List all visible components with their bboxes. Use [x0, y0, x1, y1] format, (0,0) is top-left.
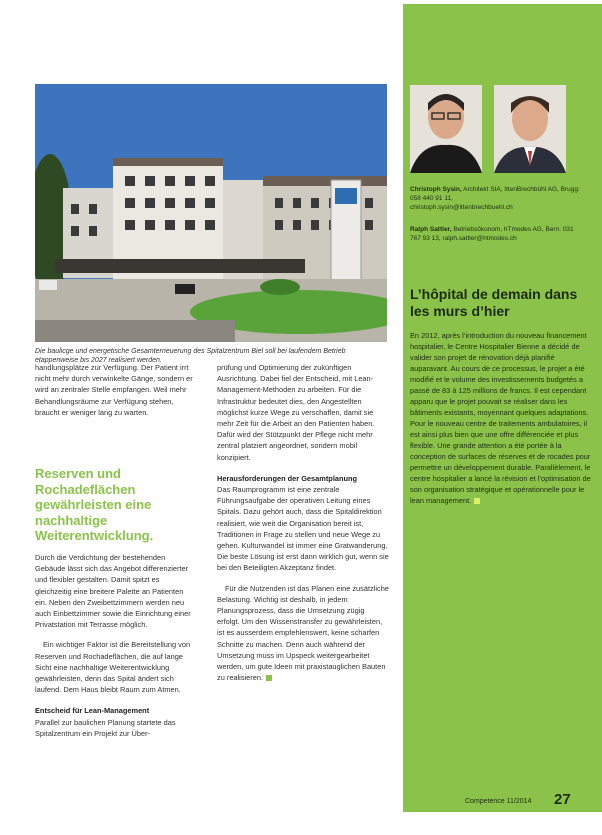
- portrait-2-illustration: [494, 85, 566, 173]
- page-number: 27: [554, 791, 571, 808]
- portrait-1-illustration: [410, 85, 482, 173]
- hospital-illustration: [35, 84, 387, 342]
- paragraph-last: [217, 583, 389, 684]
- subheading: Entscheid für Lean-Management: [35, 706, 150, 716]
- sidebar-body: En 2012, après l’introduction du nouveau financement hospitalier, le Centre Hospitalier Bienne a décidé de valider son projet de rénovation déjà planifié auparavant. Au cours de ce processus, le projet a été modifié et le volume des investissements budgetés a passé de 83 à 125 millions de francs. Il est cependant apparu que le projet pouvait se réaliser dans les bâtiments existants, moyennant quelques adaptations. Pour le nouveau centre de traitements ambulatoires, il est ainsi plus bien que une offre différenciée et plus flexible. Une grande attention a été portée à la conception de surfaces de réserves et de rocades pour permettre un développement durable. Parallèlement, le centre hospitalier a lancé la révision et l’optimisation de son organisation stratégique et opérationnelle pour le lean management.: [410, 331, 591, 505]
- article-column-1-continued: [35, 552, 197, 739]
- contact-christoph-sysin: [410, 185, 585, 212]
- magazine-issue: Competence 11/2014: [465, 798, 532, 805]
- contact-name: Christoph Sysin,: [410, 186, 462, 193]
- hospital-photo: [35, 84, 387, 342]
- paragraph: Durch die Verdichtung der bestehenden Gebäude lässt sich das Angebot differenzierter und flexibler gestalten. Damit spitzt es gleichzeitig eine breitere Palette an Patienten ein. Neben den Zweibettzimmern werden neu auch Einbettzimmer sowie die Einrichtung einer Privatstation mit Terrasse möglich.: [35, 553, 191, 630]
- article-column-1: [35, 362, 197, 418]
- contact-name: Ralph Sattler,: [410, 226, 452, 233]
- contact-email[interactable]: christoph.sysin@ittenbrechbuehl.ch: [410, 204, 513, 211]
- paragraph: Ein wichtiger Faktor ist die Bereitstellung von Reserven und Rochadeflächen, die auf lange Sicht eine nachhaltige Weiterentwicklung gewährleisten, denn das Spital ändert sich laufend. Dem Haus bleibt Raum zum Atmen.: [35, 640, 191, 695]
- contact-details: Betriebsökonom, hTmodes AG, Bern: 031 767 93 13, ralph.sattler@htmodes.ch: [410, 226, 574, 242]
- paragraph: Für die Nutzenden ist das Planen eine zusätzliche Belastung. Wichtig ist deshalb, in jedem Planungsprozess, dass die Umsetzung zügig erfolgt. Um den Wissenstransfer zu gewährleisten, ist es ausserdem empfehlenswert, keine scharfen Schnitte zu machen. Denn auch während der Umsetzung muss im Upspeck weitergearbeitet werden, um gute Ideen mit praxistauglichen Bauten zu realisieren.: [217, 583, 389, 683]
- contact-details: Architekt SIA, IttenBrechbühl AG, Brugg: 058 440 91 11,: [410, 186, 580, 202]
- paragraph: Parallel zur baulichen Planung startete das Spitalzentrum ein Projekt zur Über-: [35, 717, 176, 738]
- headshot-ralph-sattler: [494, 85, 566, 173]
- photo-caption: Die baulicge und energetische Gesamterneuerung des Spitalzentrum Biel soll bei laufendem Betrieb etappenweise bis 2027 realisiert werden.: [35, 348, 346, 364]
- paragraph: handlungsplätze zur Verfügung. Der Patient irrt nicht mehr durch verwinkelte Gänge, sondern er wird an zentraler Stelle empfangen. Weil mehr Behandlungsräume zur Verfügung stehen, braucht er weniger lang zu warten.: [35, 363, 193, 417]
- contact-ralph-sattler: [410, 225, 585, 243]
- article-column-2: [217, 362, 389, 683]
- paragraph: Das Raumprogramm ist eine zentrale Führungsaufgabe der operativen Leitung eines Spitals. Dazu gehört auch, dass die Spitaldirektion realisiert, wie weit die Organisation bereit ist, Traditionen in Frage zu stellen und neue Wege zu gehen. Kulturwandel ist immer eine Gratwanderung. Die beste Lösung ist erst dann wirklich gut, wenn sie bei den Beteiligten Akzeptanz findet.: [217, 485, 389, 573]
- end-mark-icon: [474, 498, 480, 504]
- sidebar-body-text: [410, 330, 592, 506]
- paragraph: prüfung und Optimierung der zukünftigen Ausrichtung. Dabei fiel der Entscheid, mit Lean-Management-Methoden zu arbeiten. Für die Infrastruktur bedeutet dies, den Angestellten möglichst kurze Wege zu verschaffen, damit sie mehr Zeit für die Arbeit an den Patienten haben. Dafür wird der Stützpunkt der Pflege nicht mehr zentral platziert angeordnet, sondern mobil konzipiert.: [217, 363, 375, 462]
- sidebar-heading: L’hôpital de demain dans les murs d’hier: [410, 286, 578, 319]
- subheading: Herausforderungen der Gesamtplanung: [217, 473, 358, 483]
- end-mark-icon: [266, 675, 272, 681]
- headshot-christoph-sysin: [410, 85, 482, 173]
- pull-quote: Reserven und Rochadeflächen gewährleisten eine nachhaltige Weiterentwicklung.: [35, 466, 154, 543]
